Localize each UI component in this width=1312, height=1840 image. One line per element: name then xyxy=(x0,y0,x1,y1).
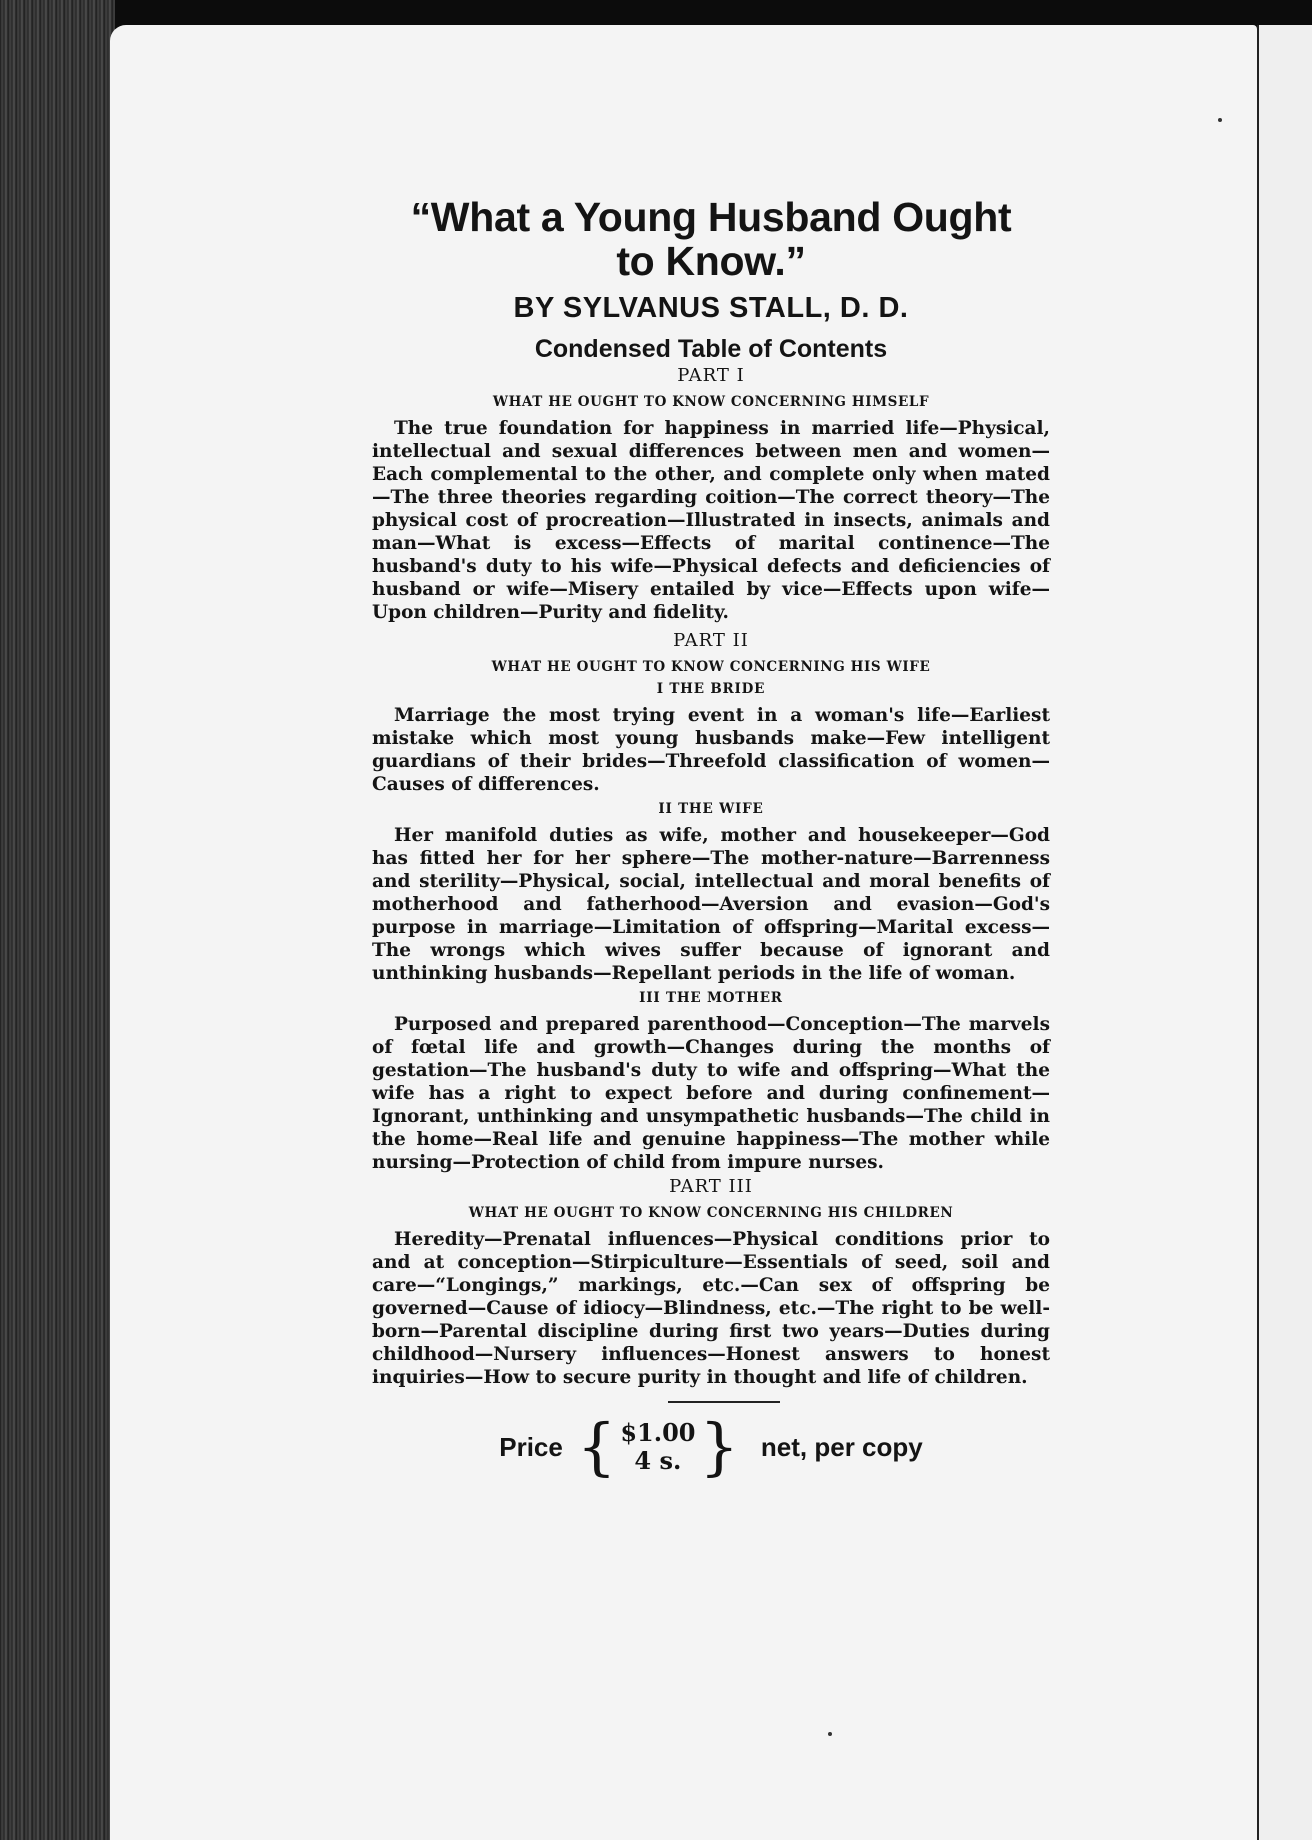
price-terms: net, per copy xyxy=(760,1431,923,1462)
part-1-subtitle: WHAT HE OUGHT TO KNOW CONCERNING HIMSELF xyxy=(492,394,930,410)
part-2-section xyxy=(372,630,1050,1174)
bride-text: Marriage the most trying event in a woman's life—Earliest mistake which most young husbands make—Few intelligent guardians of their brides—Threefold classification of women—Causes of differences. xyxy=(372,705,1050,795)
price-label: Price xyxy=(499,1431,563,1462)
bride-heading: I THE BRIDE xyxy=(656,681,766,697)
part-1-label: PART I xyxy=(677,365,745,386)
mother-text: Purposed and prepared parenthood—Conception—The marvels of fœtal life and growth—Changes during the months of gestation—The husband's duty to wife and offspring—What the wife has a right to expect before and during confinement—Ignorant, unthinking and unsympathetic husbands—The child in the home—Real life and genuine happiness—The mother while nursing—Protection of child from impure nurses. xyxy=(372,1014,1050,1173)
toc-heading: Condensed Table of Contents xyxy=(534,335,888,363)
mother-heading: III THE MOTHER xyxy=(639,990,783,1006)
page-gutter xyxy=(1257,25,1259,1840)
part-3-label: PART III xyxy=(669,1176,753,1197)
advertisement-page-content xyxy=(372,194,1050,1483)
title-line-2: to Know.” xyxy=(616,238,806,284)
book-title xyxy=(372,195,1050,283)
wife-heading: II THE WIFE xyxy=(658,801,764,817)
part-1-section xyxy=(372,365,1050,624)
part-1-text: The true foundation for happiness in married life—Physical, intellectual and sexual differences between men and women—Each complemental to the other, and complete only when mated—The three theories regarding coition—The correct theory—The physical cost of procreation—Illustrated in insects, animals and man—What is excess—Effects of marital continence—The husband's duty to his wife—Physical defects and deficiencies of husband or wife—Misery entailed by vice—Effects upon wife—Upon children—Purity and fidelity. xyxy=(372,418,1050,623)
price-amounts xyxy=(620,1419,695,1475)
part-3-text: Heredity—Prenatal influences—Physical conditions prior to and at conception—Stirpiculture—Essentials of seed, soil and care—“Longings,” markings, etc.—Can sex of offspring be governed—Cause of idiocy—Blindness, etc.—The right to be well-born—Parental discipline during first two years—Duties during childhood—Nursery influences—Honest answers to honest inquiries—How to secure purity in thought and life of children. xyxy=(372,1229,1050,1388)
part-2-label: PART II xyxy=(673,630,749,651)
price-gbp: 4 s. xyxy=(634,1446,682,1475)
title-line-1: “What a Young Husband Ought xyxy=(410,194,1012,240)
price-usd: $1.00 xyxy=(620,1418,696,1447)
part-3-subtitle: WHAT HE OUGHT TO KNOW CONCERNING HIS CHILDREN xyxy=(468,1205,954,1221)
part-3-section xyxy=(372,1176,1050,1389)
price-line xyxy=(372,1410,1050,1483)
left-brace: { xyxy=(576,1410,617,1483)
divider-rule xyxy=(668,1401,780,1403)
facing-page xyxy=(1257,25,1312,1840)
wife-text: Her manifold duties as wife, mother and housekeeper—God has fitted her for her sphere—The mother-nature—Barrenness and sterility—Physical, social, intellectual and moral benefits of motherhood and fatherhood—Aversion and evasion—God's purpose in marriage—Limitation of offspring—Marital excess—The wrongs which wives suffer because of ignorant and unthinking husbands—Repellant periods in the life of woman. xyxy=(372,825,1050,984)
book-page-edges xyxy=(0,0,115,1840)
paper-speck xyxy=(828,1732,832,1736)
paper-speck xyxy=(1218,118,1222,122)
right-brace: } xyxy=(699,1410,739,1483)
part-2-subtitle: WHAT HE OUGHT TO KNOW CONCERNING HIS WIFE xyxy=(491,659,931,675)
author-line: BY SYLVANUS STALL, D. D. xyxy=(513,292,909,324)
